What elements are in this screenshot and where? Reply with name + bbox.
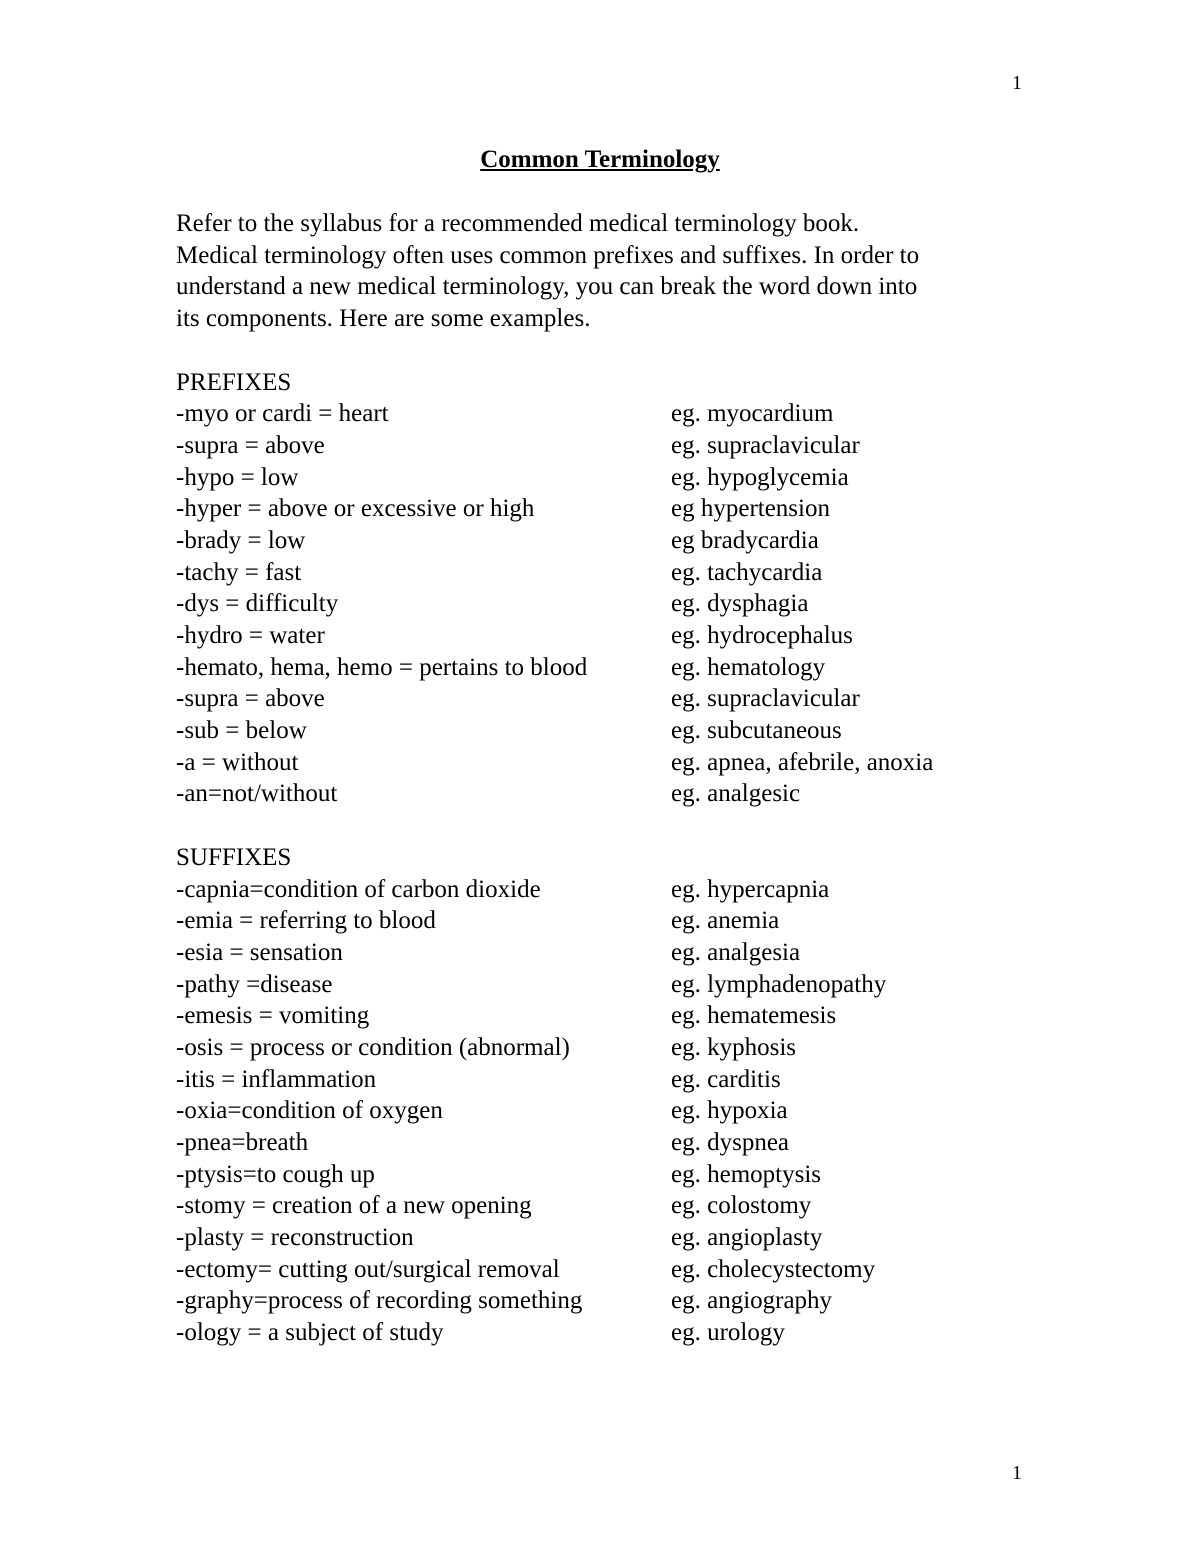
prefix-example: eg. analgesic [671, 780, 801, 808]
intro-paragraph [176, 208, 1036, 335]
prefix-definition: -tachy = fast [176, 558, 302, 586]
prefix-definition: -supra = above [176, 685, 325, 713]
prefix-example: eg. hematology [671, 653, 826, 681]
prefix-example: eg. hydrocephalus [671, 622, 853, 649]
suffix-definition: -oxia=condition of oxygen [176, 1097, 443, 1125]
suffix-example: eg. angioplasty [671, 1224, 823, 1252]
suffix-row [176, 1317, 1036, 1349]
suffix-row [176, 1064, 1036, 1096]
suffix-definition: -capnia=condition of carbon dioxide [176, 875, 541, 903]
suffix-row [176, 1000, 1036, 1032]
prefixes-heading: PREFIXES [176, 368, 292, 396]
suffix-row [176, 1159, 1036, 1191]
suffix-definition: -pathy =disease [176, 970, 333, 998]
suffix-row [176, 874, 1036, 906]
suffix-row [176, 1127, 1036, 1159]
prefix-definition: -myo or cardi = heart [176, 400, 389, 428]
suffix-example: eg. colostomy [671, 1192, 812, 1220]
prefix-definition: -an=not/without [176, 780, 338, 808]
suffix-example: eg. analgesia [671, 938, 801, 966]
suffix-example: eg. kyphosis [671, 1033, 796, 1061]
suffix-example: eg. urology [671, 1319, 785, 1347]
suffix-definition: -graphy=process of recording something [176, 1287, 583, 1315]
prefix-row [176, 747, 1036, 779]
prefix-row [176, 715, 1036, 747]
document-body [176, 208, 1036, 1349]
prefix-row [176, 493, 1036, 525]
prefix-definition: -sub = below [176, 717, 307, 745]
suffix-row [176, 1285, 1036, 1317]
suffix-row [176, 969, 1036, 1001]
prefix-row [176, 398, 1036, 430]
suffix-example: eg. hypoxia [671, 1097, 788, 1125]
intro-line: understand a new medical terminology, you can break the word down into [176, 273, 918, 301]
suffix-example: eg. angiography [671, 1287, 833, 1315]
prefix-example: eg hypertension [671, 495, 830, 523]
suffix-definition: -itis = inflammation [176, 1065, 377, 1093]
suffixes-section [176, 842, 1036, 1349]
prefixes-section [176, 367, 1036, 811]
suffix-row [176, 905, 1036, 937]
prefix-definition: -hypo = low [176, 463, 299, 491]
suffix-example: eg. lymphadenopathy [671, 970, 887, 998]
prefix-row [176, 430, 1036, 462]
prefix-row [176, 652, 1036, 684]
intro-line: Medical terminology often uses common prefixes and suffixes. In order to [176, 241, 920, 269]
intro-line: its components. Here are some examples. [176, 305, 591, 333]
prefix-definition: -a = without [176, 748, 299, 776]
prefix-row [176, 525, 1036, 557]
prefix-example: eg. dysphagia [671, 590, 809, 618]
suffix-example: eg. carditis [671, 1065, 781, 1093]
suffix-example: eg. anemia [671, 907, 780, 935]
suffix-row [176, 1190, 1036, 1222]
prefix-example: eg. supraclavicular [671, 431, 860, 459]
prefix-definition: -hydro = water [176, 622, 325, 649]
prefix-definition: -brady = low [176, 526, 306, 554]
prefix-example: eg. myocardium [671, 400, 834, 428]
suffixes-heading: SUFFIXES [176, 843, 292, 871]
suffix-definition: -stomy = creation of a new opening [176, 1192, 532, 1220]
suffix-definition: -plasty = reconstruction [176, 1224, 414, 1252]
prefix-row [176, 683, 1036, 715]
suffix-row [176, 1254, 1036, 1286]
suffix-row [176, 1032, 1036, 1064]
suffix-example: eg. hematemesis [671, 1002, 837, 1030]
suffix-example: eg. dyspnea [671, 1129, 790, 1156]
prefix-row [176, 778, 1036, 810]
prefix-row [176, 620, 1036, 652]
suffix-example: eg. cholecystectomy [671, 1255, 876, 1283]
suffix-definition: -emia = referring to blood [176, 907, 436, 935]
prefix-example: eg bradycardia [671, 526, 819, 554]
page-number-bottom: 1 [1012, 1462, 1022, 1484]
prefix-example: eg. hypoglycemia [671, 463, 849, 491]
suffix-definition: -ectomy= cutting out/surgical removal [176, 1255, 560, 1283]
prefix-example: eg. apnea, afebrile, anoxia [671, 748, 934, 776]
suffix-definition: -osis = process or condition (abnormal) [176, 1033, 570, 1061]
suffix-example: eg. hypercapnia [671, 875, 830, 903]
document-title: Common Terminology [480, 146, 720, 173]
intro-line: Refer to the syllabus for a recommended medical terminology book. [176, 210, 860, 237]
prefix-definition: -supra = above [176, 431, 325, 459]
suffix-definition: -ptysis=to cough up [176, 1160, 375, 1188]
prefix-row [176, 462, 1036, 494]
suffix-definition: -ology = a subject of study [176, 1319, 444, 1347]
suffix-row [176, 1222, 1036, 1254]
prefix-example: eg. subcutaneous [671, 717, 842, 745]
suffix-definition: -esia = sensation [176, 938, 343, 966]
prefix-definition: -hyper = above or excessive or high [176, 495, 535, 523]
suffix-row [176, 1095, 1036, 1127]
suffix-definition: -emesis = vomiting [176, 1002, 370, 1030]
prefix-definition: -hemato, hema, hemo = pertains to blood [176, 653, 588, 681]
suffix-row [176, 937, 1036, 969]
prefix-example: eg. tachycardia [671, 558, 823, 586]
page-number-top: 1 [1012, 72, 1022, 94]
suffix-definition: -pnea=breath [176, 1129, 309, 1156]
prefix-example: eg. supraclavicular [671, 685, 860, 713]
prefix-definition: -dys = difficulty [176, 590, 339, 618]
prefix-row [176, 557, 1036, 589]
prefix-row [176, 588, 1036, 620]
suffix-example: eg. hemoptysis [671, 1160, 821, 1188]
